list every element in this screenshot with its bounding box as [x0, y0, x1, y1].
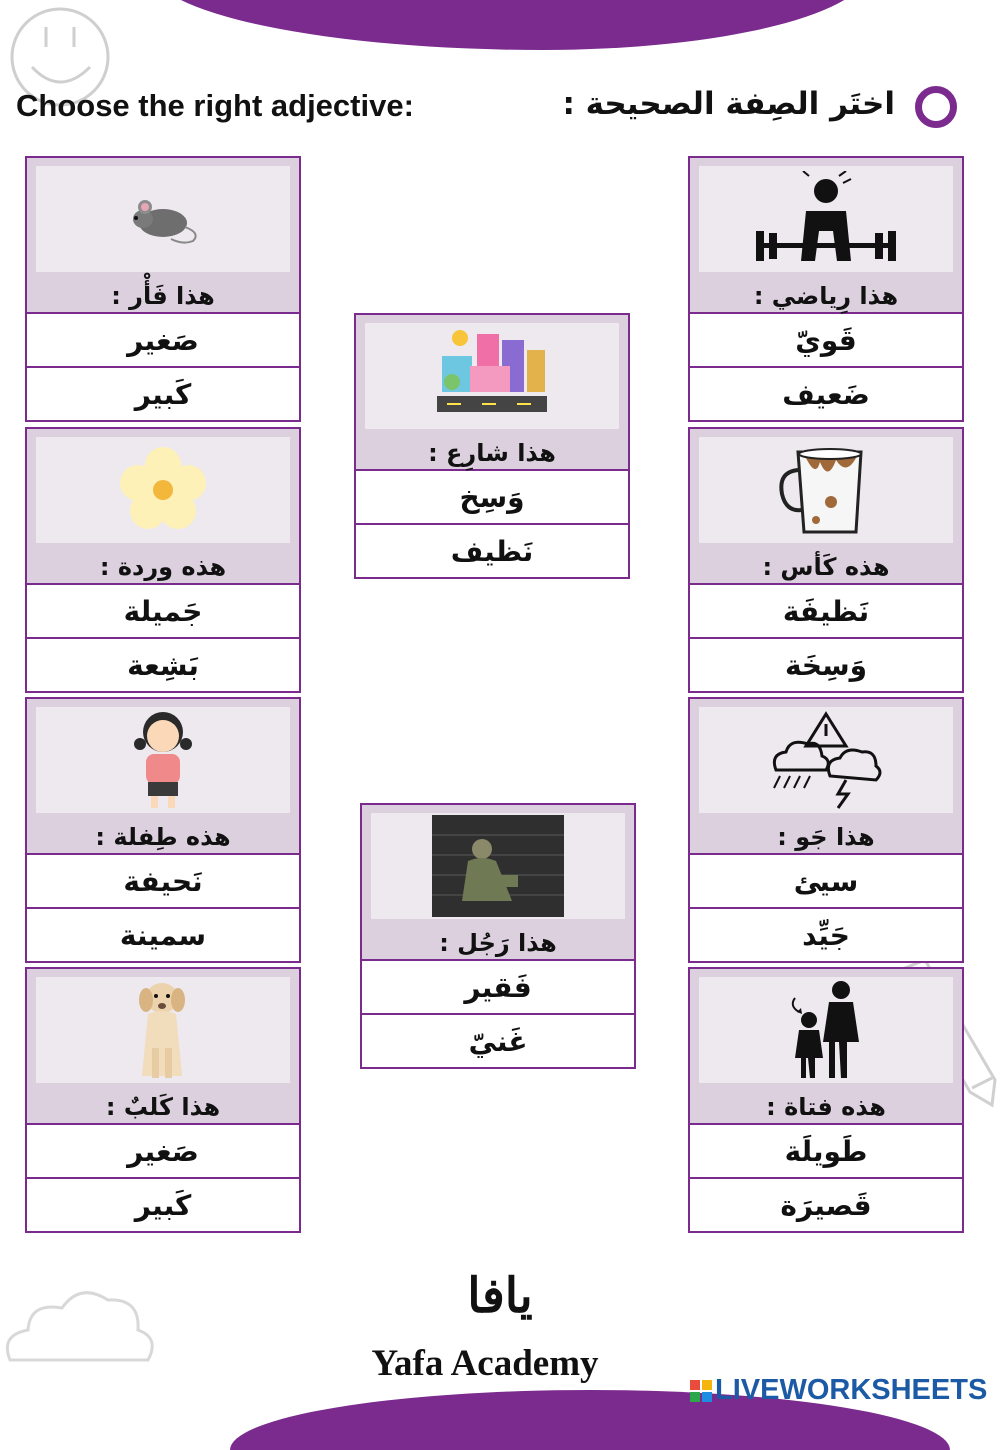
card-prompt: هذه فتاة :: [766, 1093, 886, 1121]
option-2[interactable]: سمينة: [27, 907, 299, 961]
option-2[interactable]: وَسِخَة: [690, 637, 962, 691]
card-picture: [27, 429, 299, 583]
option-2[interactable]: قَصيرَة: [690, 1177, 962, 1231]
watermark-text: LIVEWORKSHEETS: [715, 1374, 988, 1406]
card-flower: [25, 427, 301, 693]
card-prompt: هذا كَلبٌ :: [105, 1093, 221, 1121]
mouse-icon: [123, 189, 203, 249]
card-picture: [27, 969, 299, 1123]
card-weather: [688, 697, 964, 963]
logo-english: Yafa Academy: [371, 1343, 599, 1384]
card-prompt: هذه وردة :: [99, 553, 227, 581]
card-prompt: هذا شارِع :: [428, 439, 556, 467]
card-girl: [25, 697, 301, 963]
card-picture: [27, 158, 299, 312]
sad-man-icon: [432, 815, 564, 917]
card-picture: [690, 158, 962, 312]
option-2[interactable]: كَبير: [27, 366, 299, 420]
card-cup: [688, 427, 964, 693]
top-wave-decoration: [150, 0, 870, 50]
cloud-icon: [0, 1280, 160, 1370]
liveworksheets-watermark: [690, 1374, 987, 1407]
girl-icon: [128, 708, 198, 812]
card-athlete: [688, 156, 964, 422]
card-picture: [356, 315, 628, 469]
card-dog: [25, 967, 301, 1233]
instruction-ar: اختَر الصِفة الصحيحة :: [562, 86, 895, 122]
liveworksheets-logo-icon: [690, 1380, 712, 1402]
card-picture: [690, 699, 962, 853]
instruction-en: Choose the right adjective:: [16, 88, 414, 123]
card-prompt: هذه طِفلة :: [95, 823, 231, 851]
flower-icon: [118, 445, 208, 535]
card-prompt: هذا رِياضي :: [753, 282, 899, 310]
option-1[interactable]: جَميلة: [27, 583, 299, 637]
card-picture: [27, 699, 299, 853]
card-prompt: هذا جَو :: [777, 823, 875, 851]
option-1[interactable]: فَقير: [362, 959, 634, 1013]
option-2[interactable]: جَيِّد: [690, 907, 962, 961]
card-prompt: هذه كَأس :: [762, 553, 890, 581]
option-2[interactable]: بَشِعة: [27, 637, 299, 691]
card-man: [360, 803, 636, 1069]
option-2[interactable]: غَنيّ: [362, 1013, 634, 1067]
option-1[interactable]: قَويّ: [690, 312, 962, 366]
option-1[interactable]: صَغير: [27, 312, 299, 366]
storm-weather-icon: [766, 710, 886, 810]
weightlifter-icon: [751, 171, 901, 267]
option-1[interactable]: صَغير: [27, 1123, 299, 1177]
card-prompt: هذا رَجُل :: [439, 929, 557, 957]
card-street: [354, 313, 630, 579]
option-2[interactable]: نَظيف: [356, 523, 628, 577]
option-2[interactable]: ضَعيف: [690, 366, 962, 420]
dog-icon: [128, 978, 198, 1082]
logo-arabic: يافا: [467, 1268, 533, 1324]
option-2[interactable]: كَبير: [27, 1177, 299, 1231]
city-street-icon: [432, 326, 552, 426]
card-tall-girl: [688, 967, 964, 1233]
option-1[interactable]: وَسِخ: [356, 469, 628, 523]
option-1[interactable]: طَويلَة: [690, 1123, 962, 1177]
card-mouse: [25, 156, 301, 422]
option-1[interactable]: نَحيفة: [27, 853, 299, 907]
ring-bullet-icon: [915, 86, 957, 128]
card-picture: [690, 969, 962, 1123]
tall-short-girls-icon: [781, 978, 871, 1082]
dirty-cup-icon: [776, 442, 876, 538]
option-1[interactable]: نَظيفَة: [690, 583, 962, 637]
card-picture: [362, 805, 634, 959]
card-picture: [690, 429, 962, 583]
option-1[interactable]: سيئ: [690, 853, 962, 907]
card-prompt: هذا فَأْر :: [111, 282, 215, 310]
